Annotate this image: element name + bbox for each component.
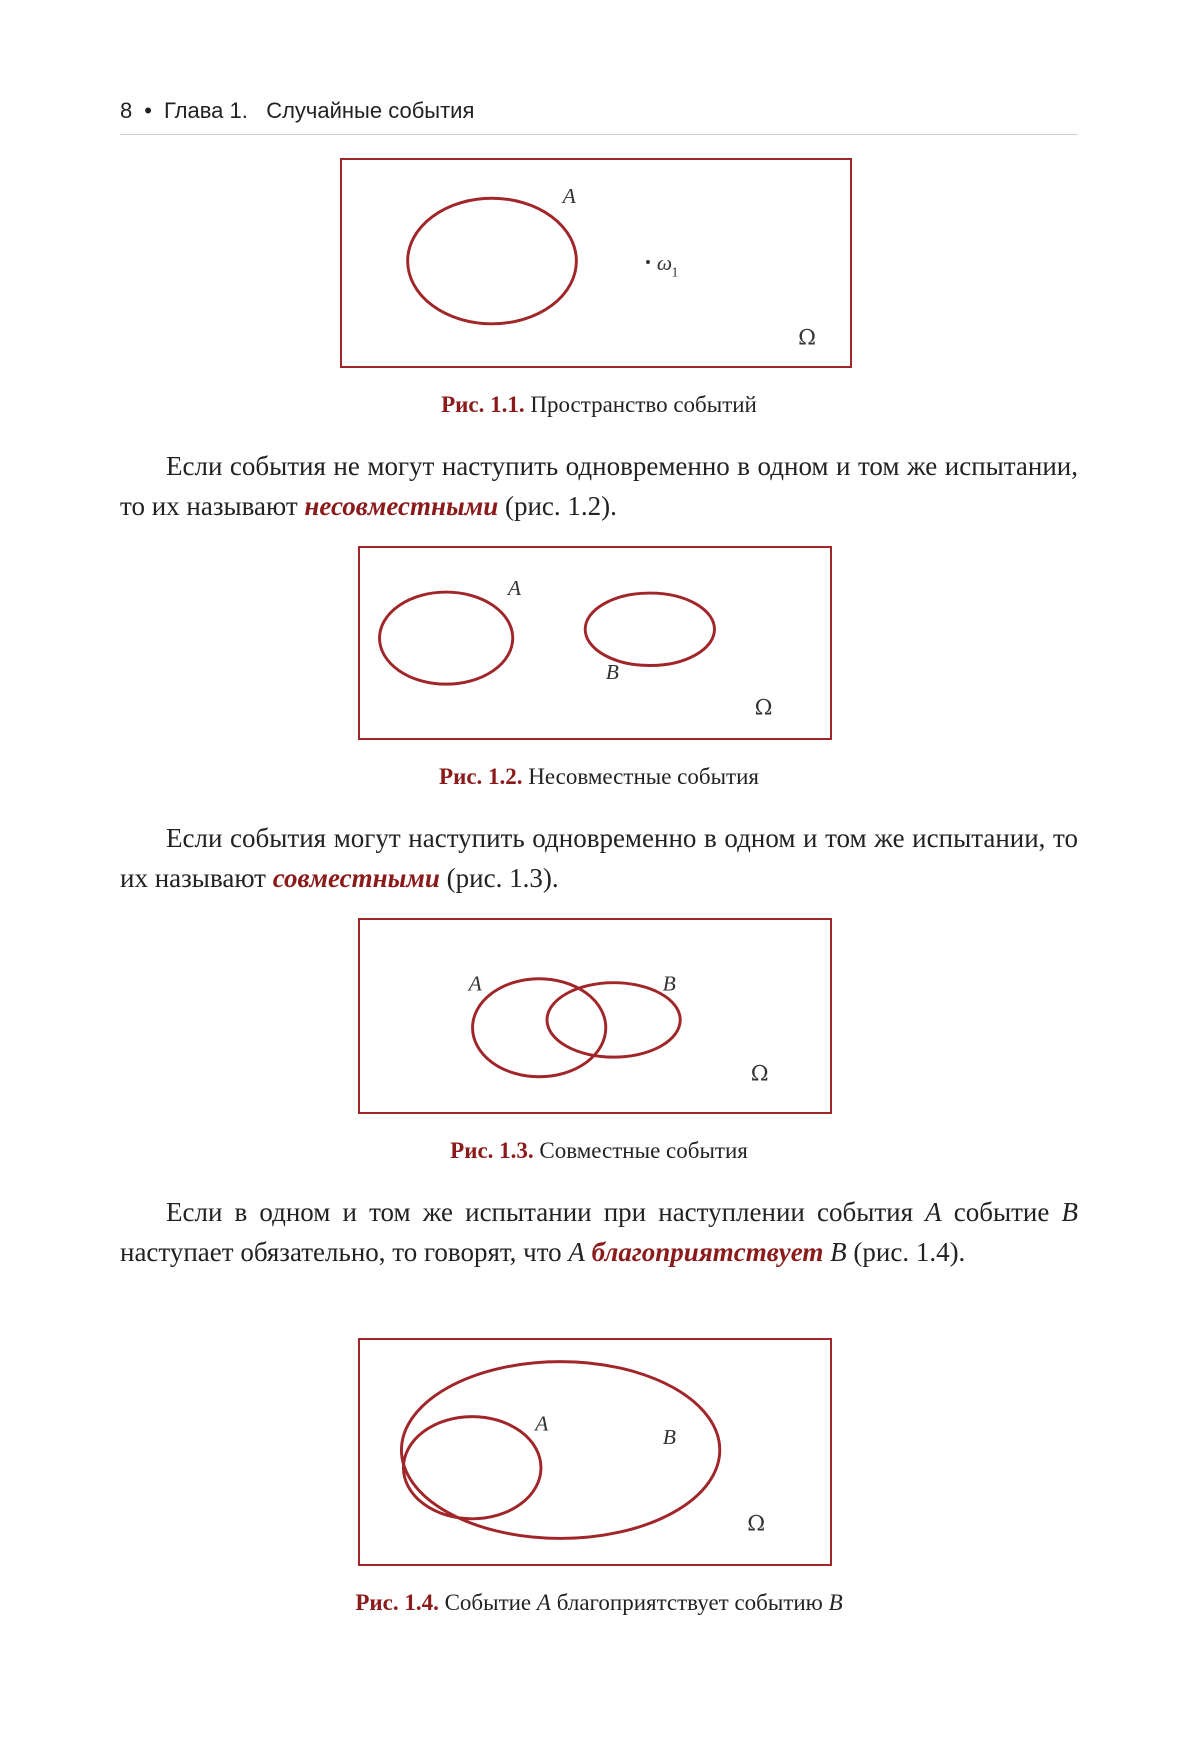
caption-text: Несовместные события [528,764,759,789]
figure-1-3 [358,918,832,1114]
label-omega-1-subscript: 1 [671,264,679,280]
term-incompatible: несовместными [304,491,499,521]
caption-prefix: Рис. 1.3. [450,1138,534,1163]
label-b: B [662,1425,676,1450]
figure-1-3-diagram [360,920,830,1112]
figure-1-2 [358,546,832,740]
event-a-ellipse [408,198,577,324]
paragraph-favors [120,1192,1078,1272]
caption-var-a: A [536,1590,551,1615]
label-a: A [535,1411,549,1436]
caption-text: Пространство событий [530,392,757,417]
paragraph-ref: (рис. 1.3). [446,863,559,893]
paragraph-text-2: событие [953,1197,1050,1227]
label-a: A [507,576,521,601]
label-b: B [605,660,619,685]
caption-text: Совместные события [539,1138,748,1163]
term-favors: благоприятствует [591,1237,824,1267]
var-b-2: B [830,1237,847,1267]
paragraph-incompatible [120,446,1078,526]
paragraph-text-3: наступает обязательно, то говорят, что [120,1237,562,1267]
caption-prefix: Рис. 1.1. [441,392,525,417]
event-a-ellipse [403,1417,541,1519]
label-omega-1: ω [656,250,673,275]
outcome-point [646,260,650,264]
label-a: A [562,184,576,209]
event-b-ellipse [401,1362,719,1539]
caption-var-b: B [828,1590,843,1615]
label-sample-space: Ω [750,1061,769,1087]
label-sample-space: Ω [754,695,773,721]
label-sample-space: Ω [798,325,816,351]
paragraph-ref: (рис. 1.2). [504,491,617,521]
caption-prefix: Рис. 1.4. [355,1590,439,1615]
figure-1-4 [358,1338,832,1566]
caption-text-2: благоприятствует событию [556,1590,823,1615]
var-a: A [925,1197,942,1227]
caption-prefix: Рис. 1.2. [439,764,523,789]
var-a-2: A [568,1237,585,1267]
figure-1-1 [340,158,852,368]
paragraph-compatible [120,818,1078,898]
page-number: 8 [120,98,133,123]
figure-1-3-caption [120,1138,1078,1164]
paragraph-text: Если события могут наступить одновременно в одном и том же испытании, то их называют [120,823,1078,893]
paragraph-text: Если в одном и том же испытании при наступлении события [166,1197,914,1227]
event-b-ellipse [547,983,680,1057]
figure-1-4-caption [120,1590,1078,1616]
label-sample-space: Ω [747,1511,766,1537]
chapter-label: Глава 1. [163,98,248,123]
paragraph-text: Если события не могут наступить одновременно в одном и том же испытании, то их называют [120,451,1078,521]
var-b: B [1061,1197,1078,1227]
label-b: B [662,971,676,996]
paragraph-ref: (рис. 1.4). [853,1237,966,1267]
running-header: 8 • Глава 1. Случайные события [120,98,1078,135]
caption-text: Событие [444,1590,532,1615]
event-a-ellipse [380,592,513,684]
figure-1-2-diagram [360,548,830,738]
figure-1-1-diagram [342,160,850,366]
figure-1-4-diagram [360,1340,830,1564]
event-b-ellipse [585,593,714,665]
term-compatible: совместными [272,863,440,893]
chapter-title: Случайные события [266,98,475,123]
event-a-ellipse [473,979,606,1077]
figure-1-2-caption [120,764,1078,790]
label-a: A [468,971,482,996]
figure-1-1-caption [120,392,1078,418]
